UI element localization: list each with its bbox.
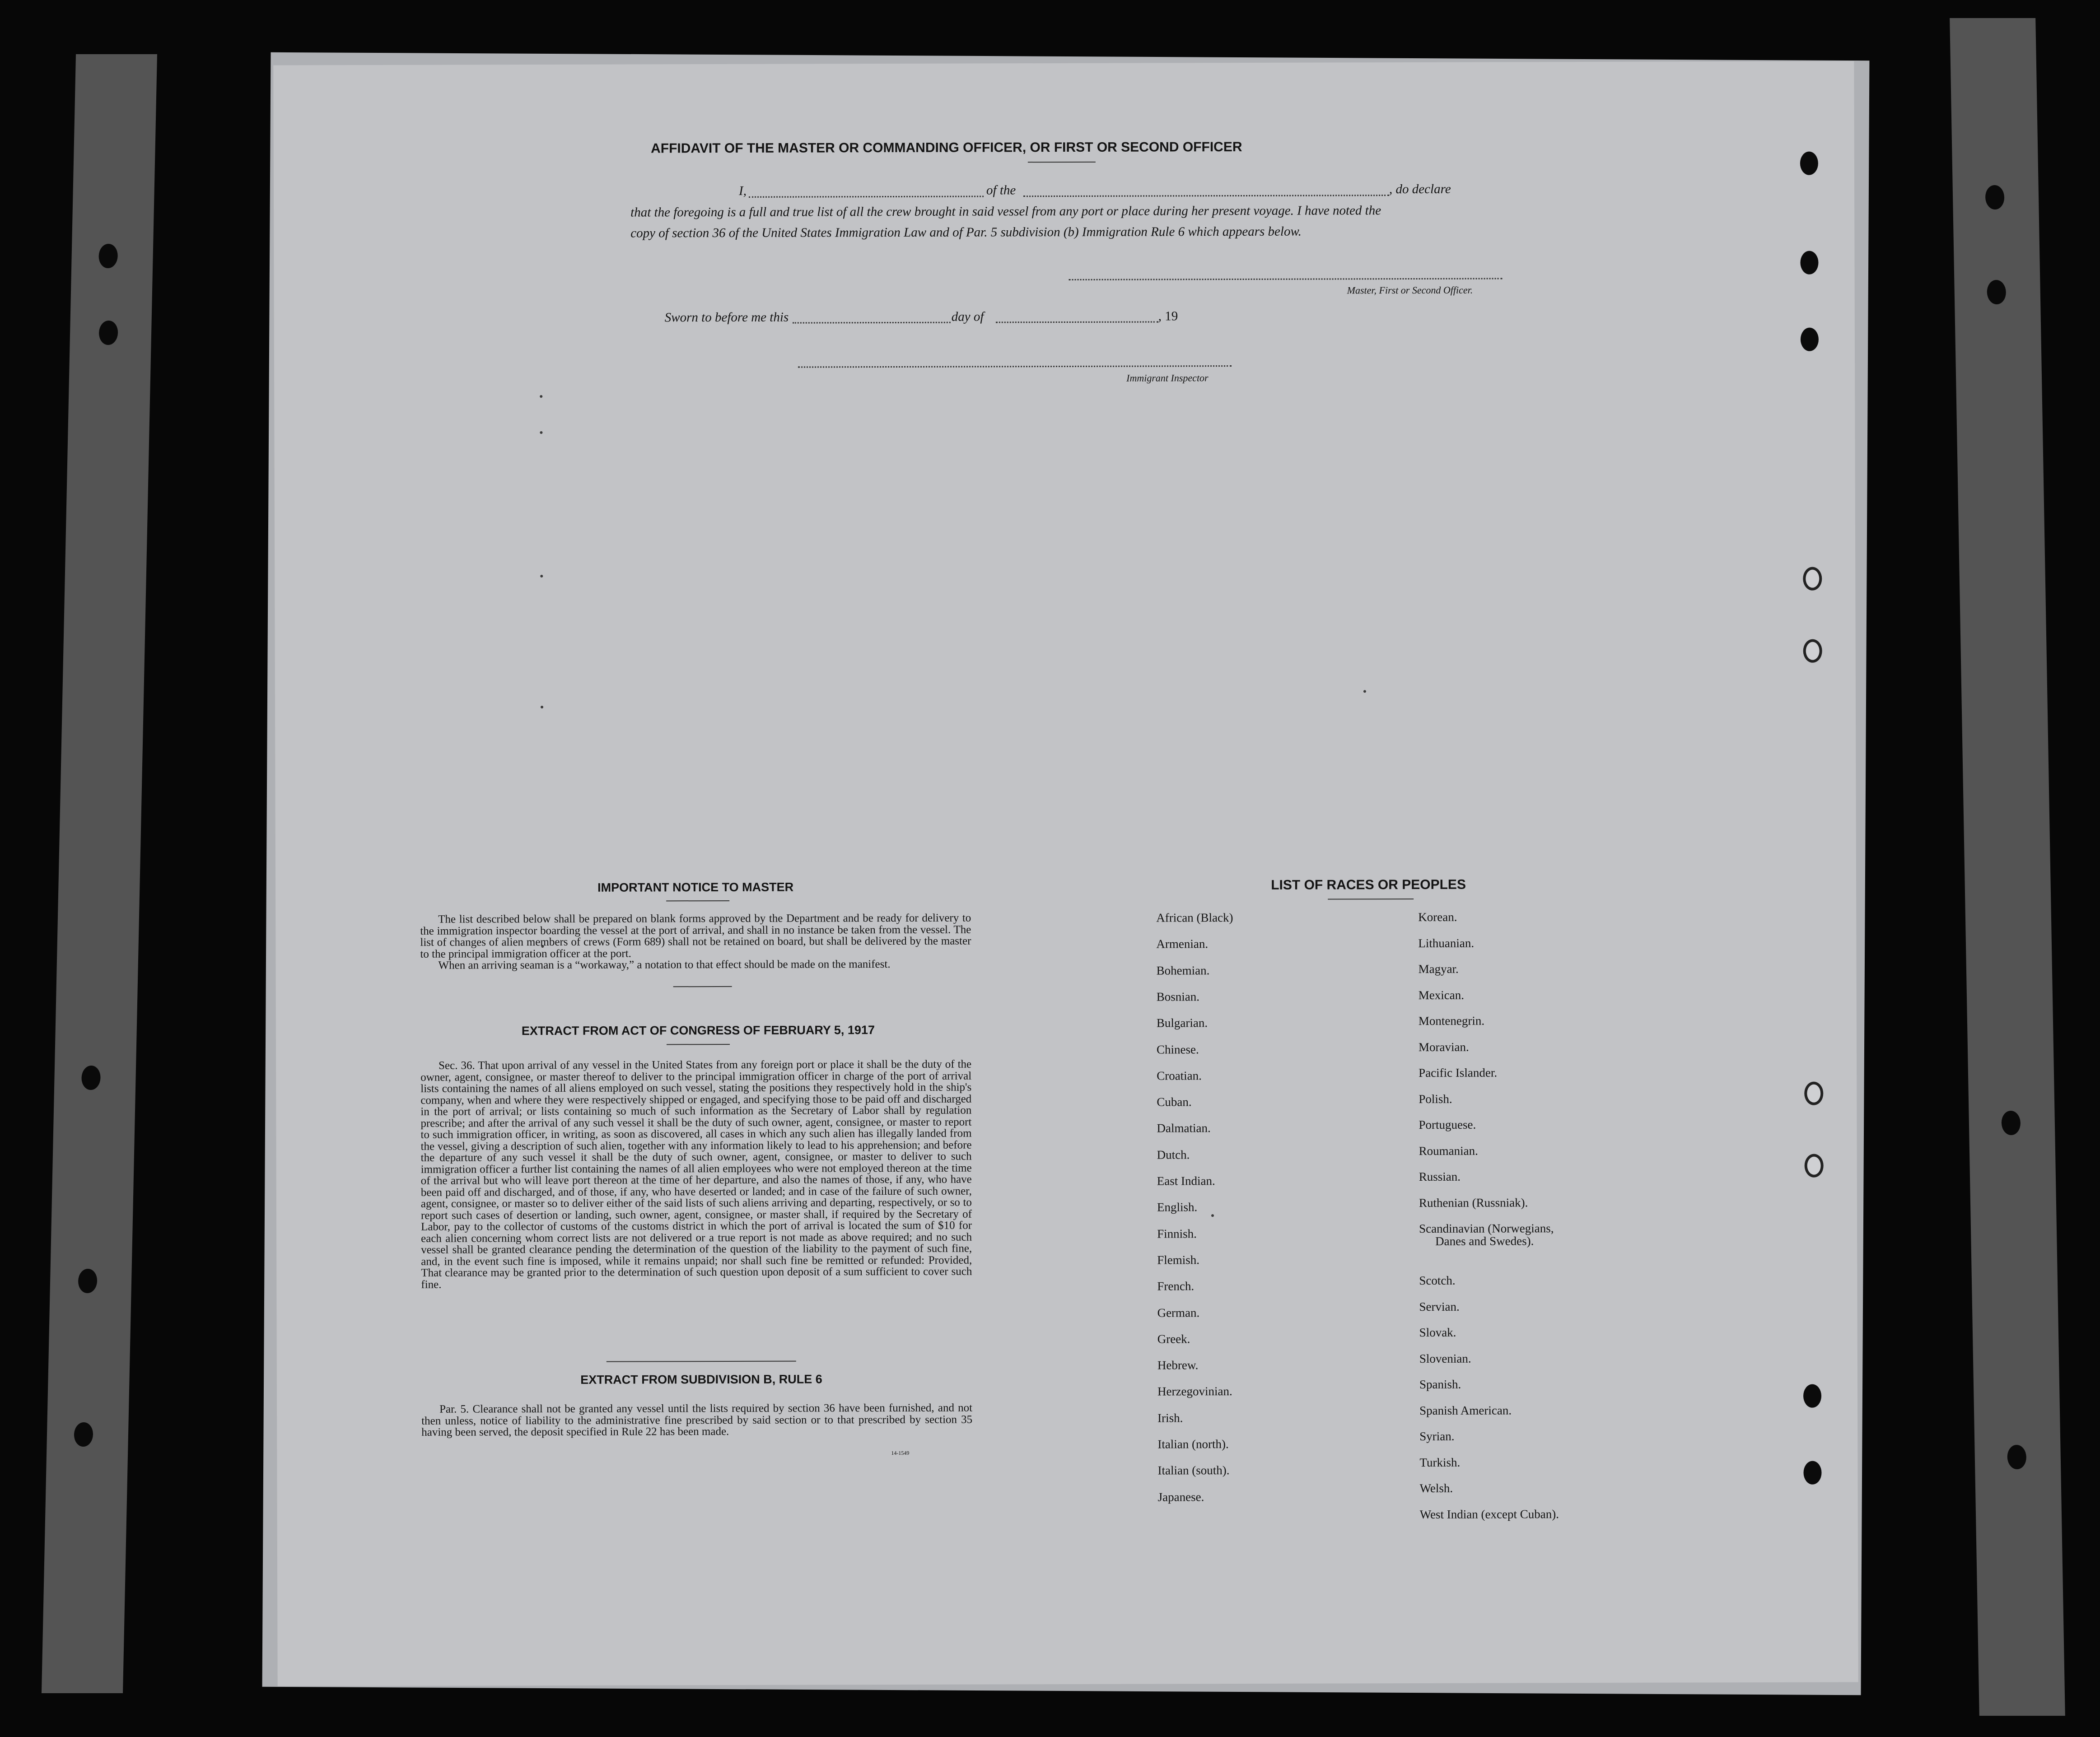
left-binding-strip	[42, 54, 157, 1693]
race-item-left: East Indian.	[1157, 1174, 1215, 1188]
race-item-right: Portuguese.	[1419, 1118, 1476, 1132]
punch-hole-ring	[1804, 1082, 1823, 1105]
race-item-left: African (Black)	[1156, 911, 1233, 925]
race-item-left: Hebrew.	[1157, 1358, 1199, 1372]
section-36-paragraph: Sec. 36. That upon arrival of any vessel in the United States from any foreign port or place it shall be the duty of the owner, agent, consignee, or master thereof to deliver to the principal immigration officer in charge of the port of arrival lists containing the names of all aliens employed on such vessel, stating the positions they respectively hold in the ship's company, when and where they were respectively shipped or engaged, and specifying those to be paid off and discharged in the port of arrival; or lists containing so much of such information as the Secretary of Labor shall by regulation prescribe; and after the arrival of any such vessel it shall be the duty of such owner, agent, consignee, or master to report to such immigration officer, in writing, as soon as discovered, all cases in which any such alien has illegally landed from the vessel, giving a description of such alien, together with any information likely to lead to his apprehension; and before the departure of any such vessel it shall be the duty of such owner, agent, consignee, or master to deliver to such immigration officer a further list containing the names of all alien employees who were not employed thereon at the time of the arrival but who will leave port thereon at the time of her departure, and also the names of those, if any, who have been paid off and discharged, and of those, if any, who have deserted or landed; and in case of the failure of such owner, agent, consignee, or master so to deliver either of the said lists of such aliens arriving and departing, respectively, or so to report such cases of desertion or landing, such owner, agent, consignee, or master shall, if required by the Secretary of Labor, pay to the collector of customs of the customs district in which the port of arrival is located the sum of $10 for each alien concerning whom correct lists are not delivered or a true report is not made as above required; and no such vessel shall be granted clearance pending the determination of the question of the liability to the payment of such fine, and, in the event such fine is imposed, while it remains unpaid; nor shall such fine be remitted or refunded: Provided, That clearance may be granted prior to the determination of such question upon deposit of a sum sufficient to cover such fine.	[420, 1058, 972, 1291]
race-item-right: Syrian.	[1419, 1429, 1455, 1443]
sworn-year: , 19	[1158, 309, 1178, 324]
race-item-left: Finnish.	[1157, 1226, 1197, 1241]
race-item-left: Croatian.	[1157, 1069, 1202, 1083]
binding-hole	[2001, 1111, 2021, 1135]
race-item-right: Danes and Swedes).	[1435, 1234, 1534, 1248]
speck	[541, 706, 543, 708]
speck	[1363, 690, 1366, 693]
notice-text	[420, 913, 971, 972]
binding-hole	[78, 1269, 98, 1293]
section-divider	[673, 986, 732, 987]
race-item-left: Italian (south).	[1157, 1463, 1230, 1477]
extract-act-underline	[667, 1044, 730, 1045]
race-item-left: Dutch.	[1157, 1147, 1190, 1162]
document-page	[273, 61, 1858, 1686]
binding-hole	[81, 1066, 101, 1090]
binding-hole	[74, 1422, 93, 1447]
race-item-right: Turkish.	[1419, 1455, 1461, 1469]
rule-paragraph: Par. 5. Clearance shall not be granted any vessel until the lists required by section 36 have been furnished, and not then unless, notice of liability to the administrative fine prescribed by said section or to that prescribed by section 35 having been served, the deposit specified in Rule 22 has been made.	[421, 1402, 973, 1439]
notice-title: IMPORTANT NOTICE TO MASTER	[597, 880, 794, 894]
race-item-left: Chinese.	[1156, 1042, 1199, 1056]
punch-hole-ring	[1805, 1154, 1824, 1178]
affidavit-title: AFFIDAVIT OF THE MASTER OR COMMANDING OFFICER, OR FIRST OR SECOND OFFICER	[651, 139, 1242, 156]
race-item-left: Bosnian.	[1156, 990, 1200, 1004]
race-item-right: Montenegrin.	[1418, 1014, 1485, 1028]
affidavit-line3: copy of section 36 of the United States Immigration Law and of Par. 5 subdivision (b) Immigration Rule 6 which appears below.	[630, 224, 1302, 241]
extract-rule-title: EXTRACT FROM SUBDIVISION B, RULE 6	[580, 1372, 822, 1387]
race-item-left: Bohemian.	[1156, 963, 1210, 978]
race-item-right: Moravian.	[1418, 1040, 1469, 1054]
race-item-left: German.	[1157, 1305, 1200, 1319]
punch-hole	[1803, 1384, 1821, 1408]
race-item-right: Korean.	[1418, 910, 1457, 924]
affidavit-line2: that the foregoing is a full and true list of all the crew brought in said vessel from any port or place during her present voyage. I have noted the	[630, 203, 1381, 220]
race-item-right: Servian.	[1419, 1299, 1460, 1313]
race-item-right: West Indian (except Cuban).	[1419, 1507, 1559, 1521]
binding-hole	[2007, 1445, 2026, 1469]
race-item-right: Spanish.	[1419, 1377, 1461, 1391]
binding-hole	[99, 321, 118, 345]
punch-hole-ring	[1803, 639, 1822, 663]
race-item-right: Polish.	[1419, 1092, 1452, 1106]
punch-hole-ring	[1803, 567, 1822, 591]
race-item-left: Dalmatian.	[1157, 1121, 1211, 1135]
notice-paragraph: The list described below shall be prepared on blank forms approved by the Department and be ready for delivery to the immigration inspector boarding the vessel at the port of arrival, and shall in no instance be taken from the vessel. The list of changes of alien members of crews (Form 689) shall not be retained on board, but shall be delivered by the master to the principal immigration officer at the port.	[420, 912, 971, 960]
speck	[540, 575, 543, 577]
race-item-right: Spanish American.	[1419, 1403, 1512, 1417]
race-item-right: Scandinavian (Norwegians,	[1419, 1221, 1554, 1235]
extract-act-title: EXTRACT FROM ACT OF CONGRESS OF FEBRUARY 5, 1917	[521, 1023, 875, 1038]
race-item-left: Armenian.	[1156, 937, 1209, 951]
affidavit-line1-of-the: of the	[986, 183, 1016, 198]
master-signature-label: Master, First or Second Officer.	[1347, 284, 1473, 296]
race-item-left: Greek.	[1157, 1332, 1190, 1346]
inspector-label: Immigrant Inspector	[1126, 372, 1209, 384]
race-item-left: Bulgarian.	[1156, 1016, 1208, 1030]
race-item-left: Japanese.	[1157, 1490, 1204, 1504]
scan-page-area	[273, 61, 1858, 1686]
sworn-prefix: Sworn to before me this	[664, 310, 789, 325]
sworn-day-of: day of	[951, 309, 984, 324]
race-item-right: Magyar.	[1418, 962, 1459, 976]
race-item-left: Cuban.	[1157, 1095, 1192, 1109]
race-item-left: Irish.	[1157, 1411, 1183, 1425]
race-item-right: Welsh.	[1419, 1481, 1453, 1495]
binding-hole	[98, 244, 118, 268]
speck	[1211, 1214, 1214, 1217]
race-item-right: Slovenian.	[1419, 1351, 1471, 1365]
extract-rule-text	[421, 1402, 972, 1439]
punch-hole	[1801, 328, 1819, 351]
punch-hole	[1803, 1461, 1821, 1485]
right-binding-strip	[1950, 18, 2065, 1716]
binding-hole	[1985, 185, 2005, 210]
punch-hole	[1800, 152, 1818, 175]
speck	[540, 431, 542, 434]
affidavit-line1-do-declare: , do declare	[1389, 182, 1451, 197]
punch-hole	[1800, 251, 1818, 275]
extract-act-text	[420, 1059, 972, 1290]
affidavit-line1-i: I,	[738, 183, 747, 198]
race-item-right: Russian.	[1419, 1169, 1461, 1183]
notice-underline	[666, 900, 729, 901]
race-item-right: Ruthenian (Russniak).	[1419, 1195, 1528, 1210]
race-item-right: Mexican.	[1418, 988, 1464, 1002]
speck	[540, 395, 542, 398]
race-item-right: Lithuanian.	[1418, 936, 1475, 950]
notice-paragraph: When an arriving seaman is a “workaway,” a notation to that effect should be made on the manifest.	[438, 958, 891, 972]
race-item-left: Herzegovinian.	[1157, 1384, 1232, 1398]
race-item-right: Roumanian.	[1419, 1144, 1478, 1158]
race-item-right: Pacific Islander.	[1419, 1066, 1498, 1080]
race-item-right: Slovak.	[1419, 1325, 1456, 1339]
form-number: 14-1549	[891, 1449, 910, 1457]
race-item-left: Flemish.	[1157, 1253, 1200, 1267]
races-title: LIST OF RACES OR PEOPLES	[1271, 877, 1466, 893]
race-item-left: French.	[1157, 1279, 1195, 1293]
title-underline	[1028, 162, 1096, 163]
binding-hole	[1987, 280, 2006, 304]
race-item-left: Italian (north).	[1157, 1437, 1229, 1451]
race-item-right: Scotch.	[1419, 1273, 1456, 1287]
race-item-left: English.	[1157, 1200, 1198, 1214]
